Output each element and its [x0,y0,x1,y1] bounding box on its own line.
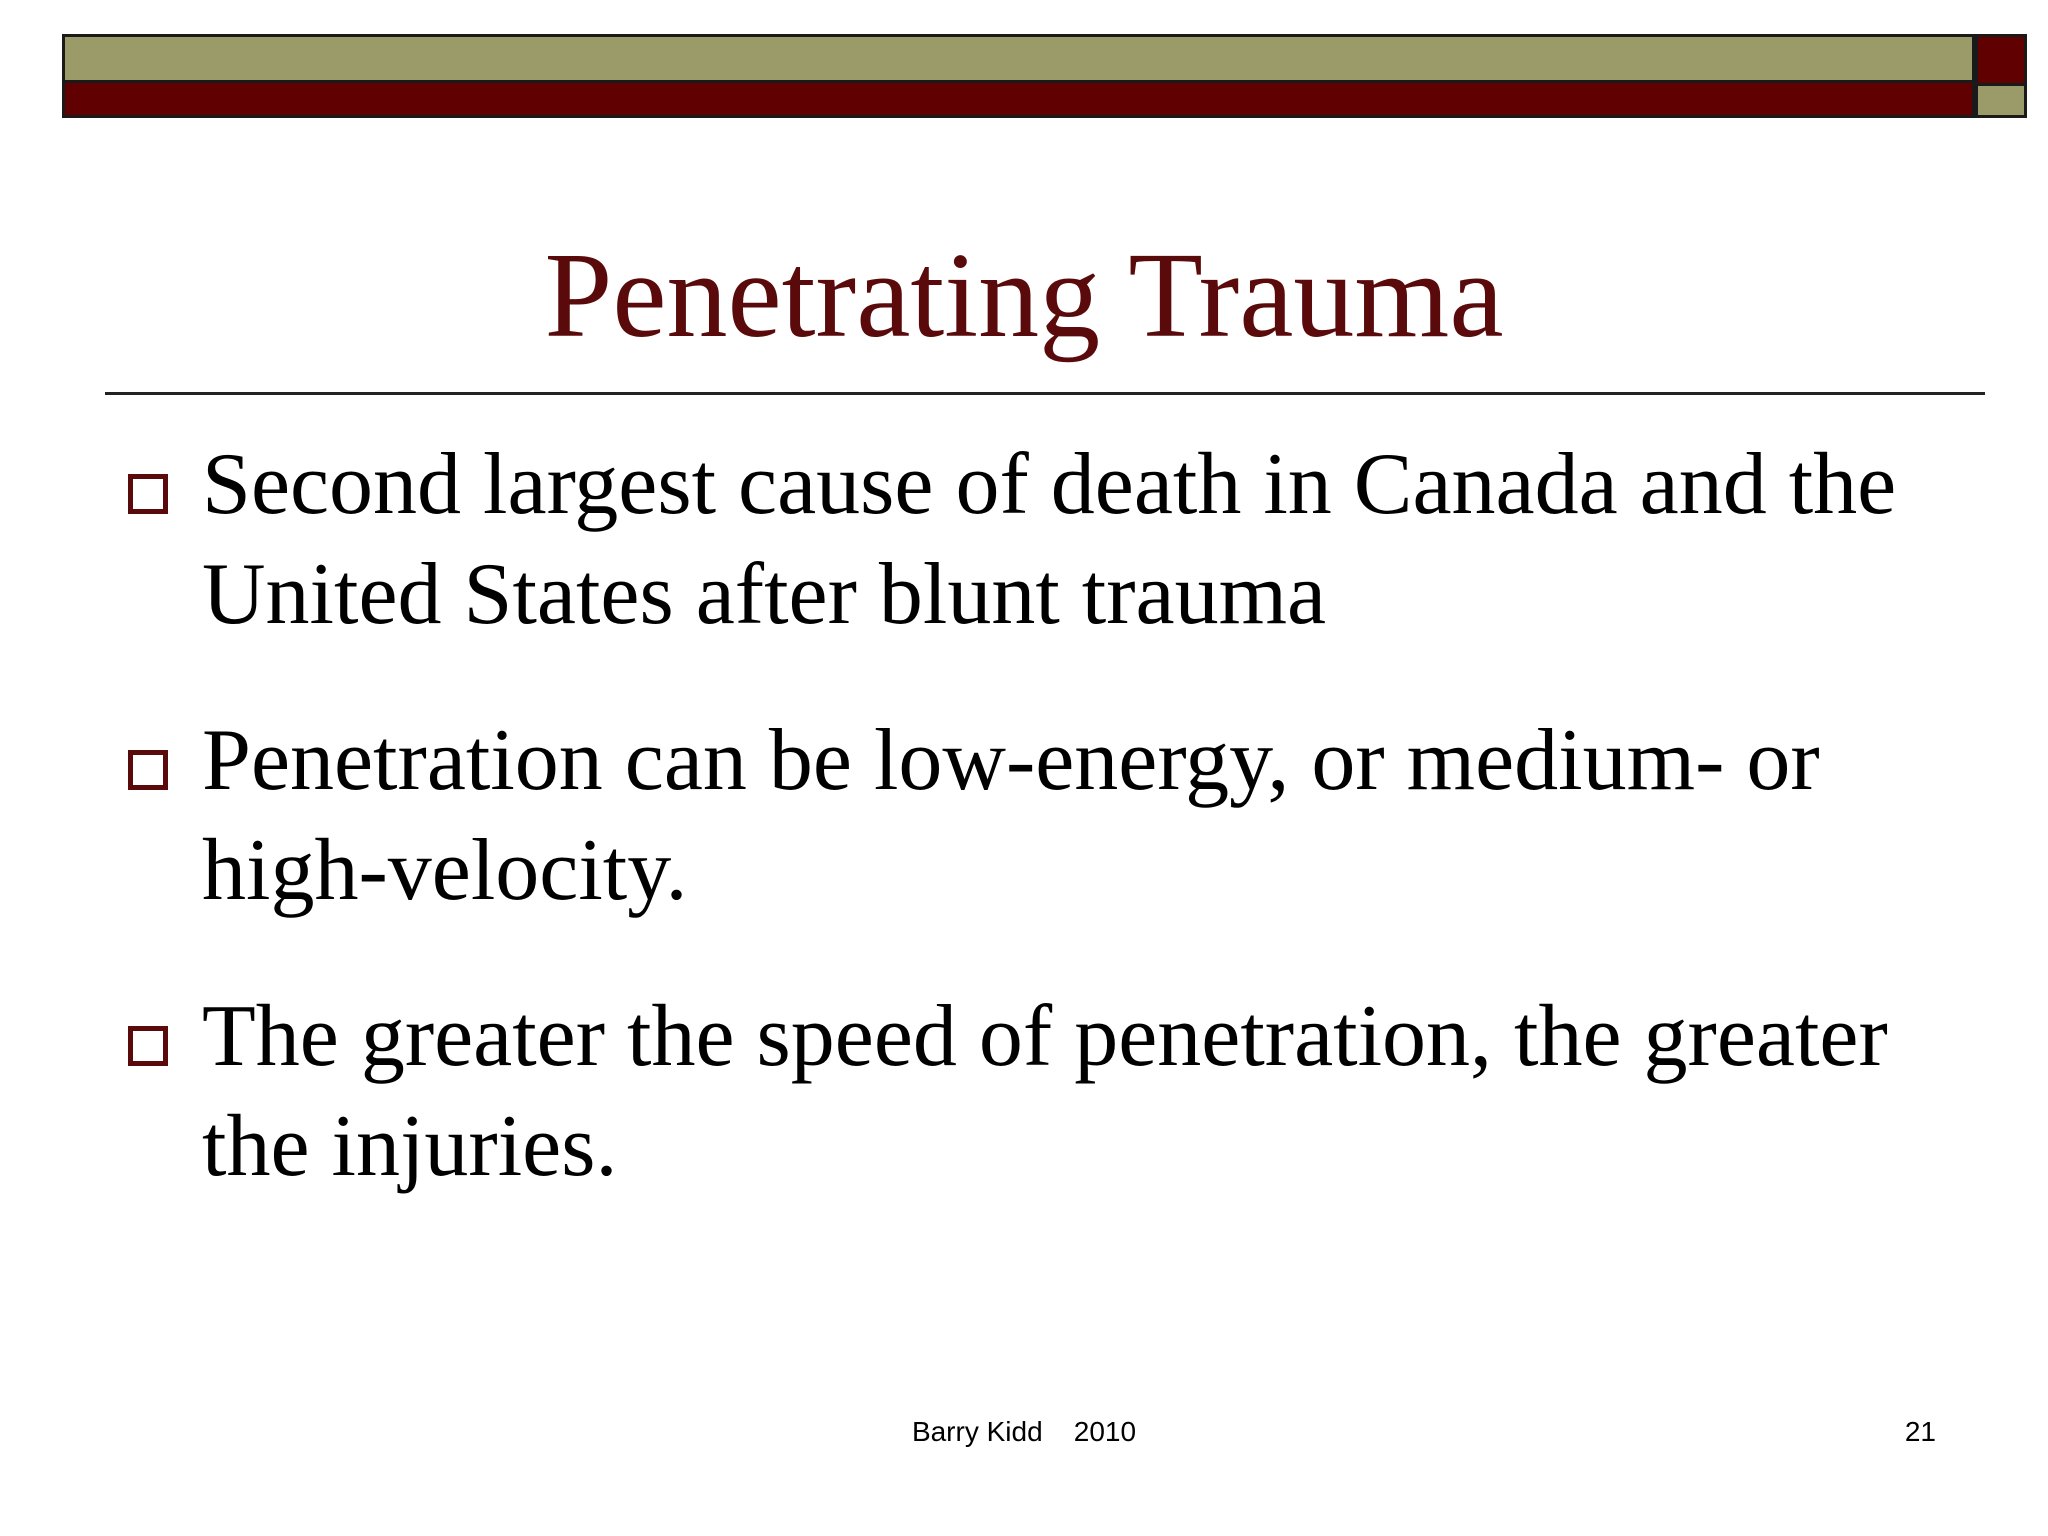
hollow-square-icon [128,750,168,790]
bullet-text: The greater the speed of penetration, the greater the injuries. [202,988,1888,1195]
hollow-square-icon [128,1026,168,1066]
header-square-olive [1975,86,2027,118]
header-square-maroon [1975,34,2027,86]
title-divider [105,392,1985,395]
footer-page-number: 21 [1904,1416,1936,1447]
hollow-square-icon [128,474,168,514]
footer-author-year: Barry Kidd 2010 [911,1416,1137,1447]
bullet-text: Penetration can be low-energy, or medium- or high-velocity. [202,712,1820,919]
bullet-list [128,430,1958,1258]
header-bar-maroon [62,83,1975,118]
slide-title: Penetrating Trauma [544,228,1504,363]
header-bar-olive [62,34,1975,83]
bullet-item [128,706,1958,926]
bullet-item [128,430,1958,650]
bullet-item [128,982,1958,1202]
bullet-text: Second largest cause of death in Canada and the United States after blunt trauma [202,436,1897,643]
